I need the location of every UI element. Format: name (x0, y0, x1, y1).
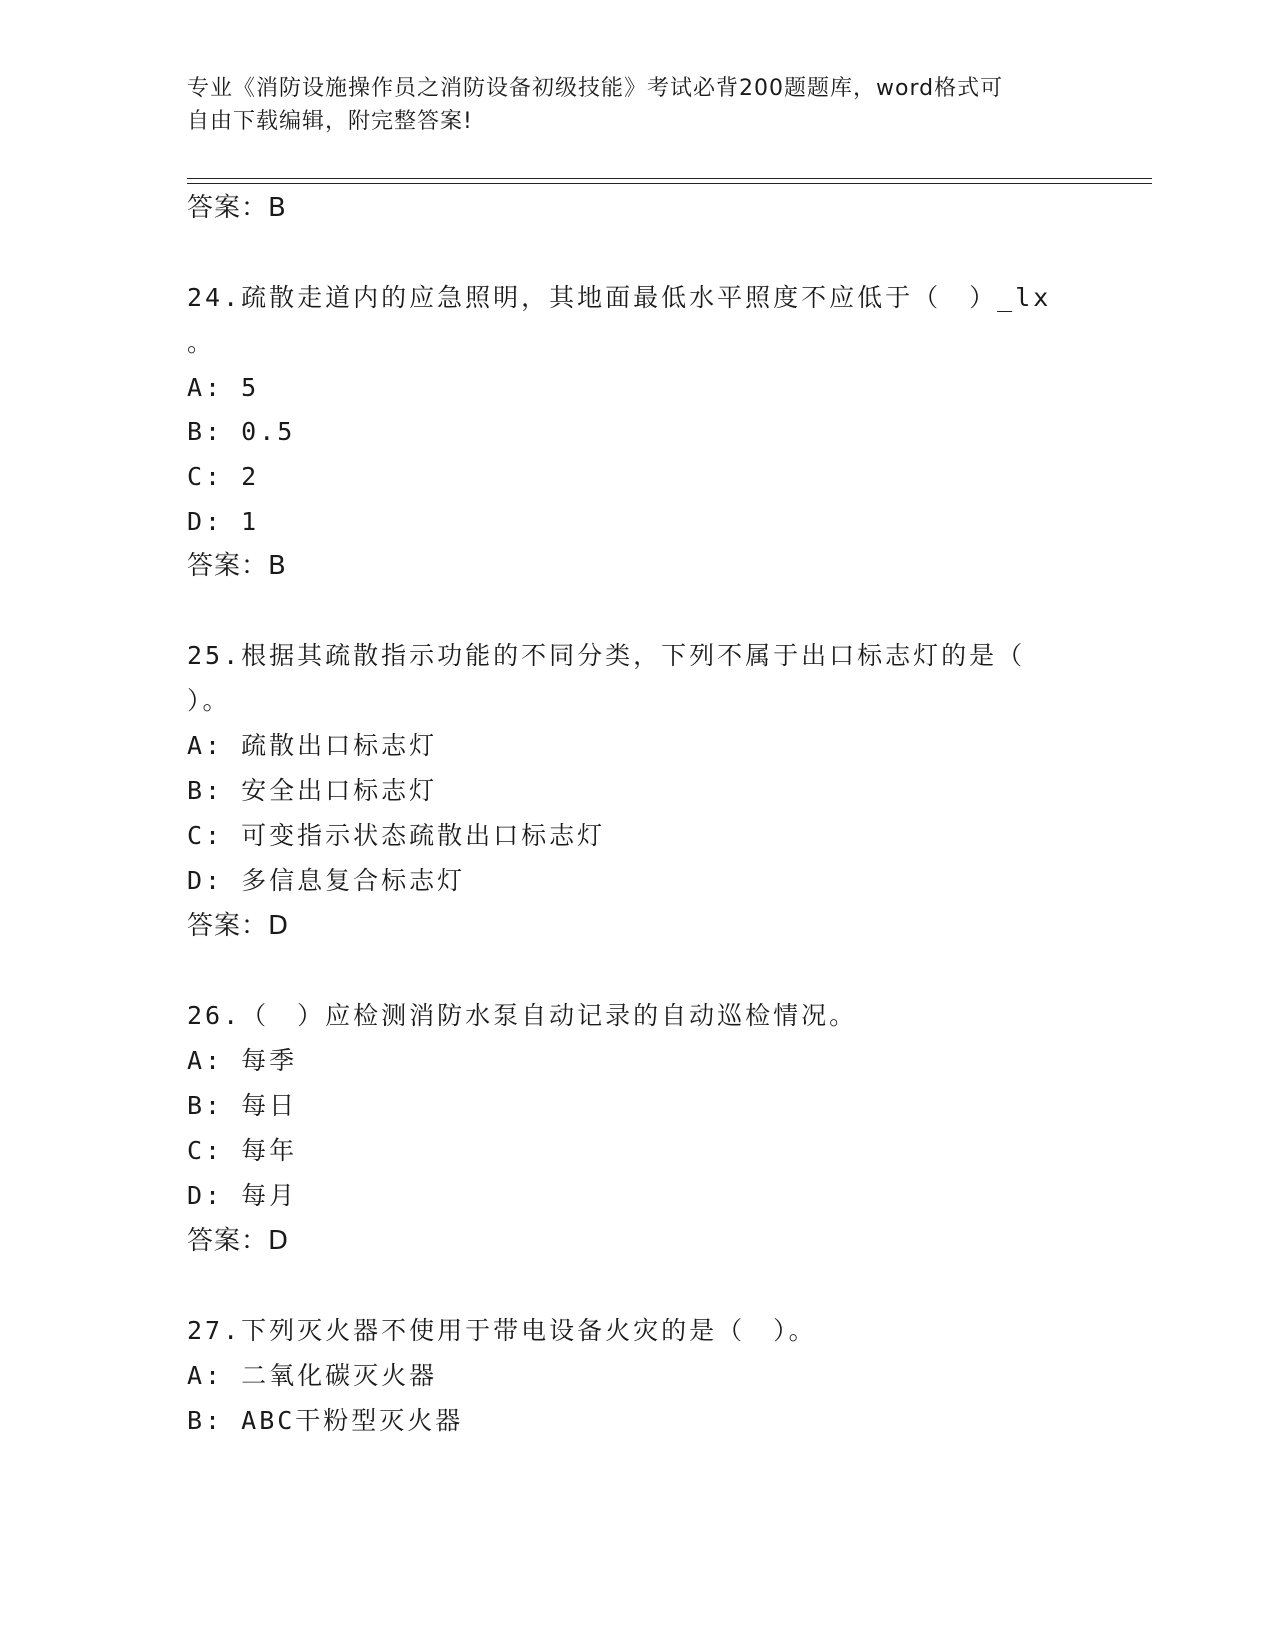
header-rule-bottom (187, 183, 1152, 184)
question-24-option-a: A: 5 (187, 373, 260, 402)
question-25-option-a: A: 疏散出口标志灯 (187, 731, 438, 760)
question-27-option-b: B: ABC干粉型灭火器 (187, 1406, 464, 1435)
question-24-answer: 答案：B (187, 551, 287, 581)
question-27-option-a: A: 二氧化碳灭火器 (187, 1361, 438, 1390)
header-line-2: 自由下载编辑，附完整答案! (187, 109, 473, 134)
question-25-option-c: C: 可变指示状态疏散出口标志灯 (187, 821, 606, 850)
question-26-stem: 26.（ ）应检测消防水泵自动记录的自动巡检情况。 (187, 1001, 858, 1030)
question-27-stem: 27.下列灭火器不使用于带电设备火灾的是（ ）。 (187, 1316, 817, 1345)
question-25-stem-cont: ）。 (187, 686, 231, 715)
question-24-option-d: D: 1 (187, 507, 260, 536)
question-24-option-b: B: 0.5 (187, 417, 296, 446)
question-26-option-a: A: 每季 (187, 1046, 298, 1075)
question-24-option-c: C: 2 (187, 462, 260, 491)
header-rule-top (187, 178, 1152, 179)
question-26-option-c: C: 每年 (187, 1136, 298, 1165)
question-26-answer: 答案：D (187, 1226, 290, 1256)
question-26-option-b: B: 每日 (187, 1091, 298, 1120)
question-25-option-d: D: 多信息复合标志灯 (187, 866, 466, 895)
question-25-answer: 答案：D (187, 911, 290, 941)
question-25-option-b: B: 安全出口标志灯 (187, 776, 438, 805)
previous-answer: 答案：B (187, 193, 287, 223)
question-24-stem: 24.疏散走道内的应急照明，其地面最低水平照度不应低于（ ）_lx (187, 283, 1052, 312)
question-26-option-d: D: 每月 (187, 1181, 298, 1210)
header-line-1: 专业《消防设施操作员之消防设备初级技能》考试必背200题题库，word格式可 (187, 76, 1004, 101)
document-header (187, 72, 1067, 138)
question-24-stem-cont: 。 (187, 328, 216, 357)
question-25-stem: 25.根据其疏散指示功能的不同分类，下列不属于出口标志灯的是（ (187, 641, 1026, 670)
